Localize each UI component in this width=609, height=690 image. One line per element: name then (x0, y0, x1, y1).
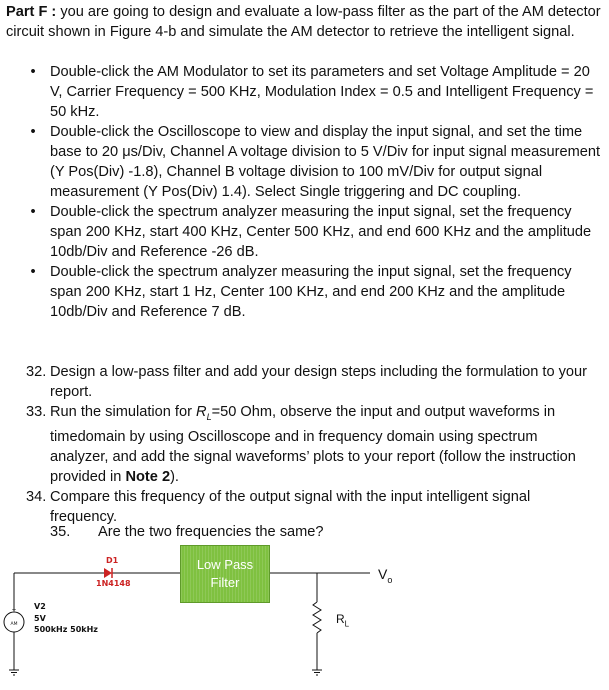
question-number: 34. (26, 488, 47, 505)
bullet-marker: • (30, 264, 36, 280)
bullet-spectrum-output (28, 262, 606, 322)
question-33 (26, 402, 598, 487)
question-text: Design a low-pass filter and add your design steps including the formulation to your report. (50, 364, 588, 400)
bullet-text: Double-click the Oscilloscope to view and display the input signal, and set the time base to 20 μs/Div, Channel A voltage division to 5 V/Div for input signal measurement (Y Pos(Div) -1.8), Channel B voltage division to 100 mV/Div for output signal measurement (Y Pos(Div) 1.4). Select Single triggering and DC coupling. (50, 124, 601, 200)
intro-text: you are going to design and evaluate a low-pass filter as the part of the AM detector circuit shown in Figure 4-b and simulate the AM detector to retrieve the intelligent signal. (6, 4, 601, 40)
question-text: Compare this frequency of the output signal with the input intelligent signal frequency. (50, 488, 531, 525)
bullet-marker: • (30, 124, 36, 140)
question-number: 32. (26, 364, 47, 380)
bullet-text: Double-click the AM Modulator to set its parameters and set Voltage Amplitude = 20 V, Carrier Frequency = 500 KHz, Modulation Index = 0.5 and Intelligent Frequency = 50 kHz. (50, 64, 594, 120)
filter-label-line2: Filter (210, 575, 240, 590)
vo-sub: o (387, 574, 393, 585)
question-text-c: ). (170, 468, 179, 485)
question-35 (50, 522, 324, 542)
diode-part-label: 1N4148 (96, 579, 131, 588)
question-number: 35. (50, 524, 71, 540)
intro-paragraph (6, 2, 604, 42)
am-source-label: AM (10, 622, 18, 627)
rl-label-r: R (336, 612, 345, 626)
bullet-text: Double-click the spectrum analyzer measuring the input signal, set the frequency span 200 KHz, start 1 Hz, Center 100 KHz, and end 200 KHz and the amplitude 10db/Div and Reference 7 dB. (50, 264, 572, 320)
question-text-a: Run the simulation for (50, 404, 197, 420)
rl-r: R (196, 404, 207, 420)
question-text-b: =50 Ohm, observe the input and output waveforms in timedomain by using Oscilloscope and in frequency domain using spectrum analyzer, and add the signal waveforms’ plots to your report (follow the instruction provided in (50, 404, 576, 485)
bullet-marker: • (30, 64, 36, 80)
bullet-marker: • (30, 204, 36, 220)
vo-v: V (378, 566, 388, 582)
low-pass-filter-block (180, 545, 270, 603)
bullet-spectrum-input (28, 202, 606, 262)
rl-symbol (196, 404, 212, 420)
question-34 (26, 487, 598, 527)
question-list (26, 362, 598, 527)
bullet-oscilloscope (28, 122, 606, 202)
part-label: Part F : (6, 4, 57, 20)
diode-icon (104, 568, 112, 578)
source-frequency-label: 500kHz 50kHz (34, 625, 98, 634)
load-resistor-label (336, 612, 349, 628)
source-amplitude-label: 5V (34, 614, 46, 623)
question-text: Are the two frequencies the same? (98, 524, 324, 540)
filter-label-line1: Low Pass (196, 557, 254, 572)
output-voltage-label (378, 566, 392, 585)
rl-sub: L (206, 411, 212, 422)
question-number: 33. (26, 404, 47, 420)
note-reference: Note 2 (125, 468, 171, 485)
circuit-diagram (0, 540, 609, 690)
bullet-text: Double-click the spectrum analyzer measuring the input signal, set the frequency span 200 KHz, start 400 KHz, Center 500 KHz, and end 600 KHz and the amplitude 10db/Div and Reference -26 dB. (50, 204, 592, 260)
question-32 (26, 362, 598, 402)
source-name-label: V2 (34, 602, 46, 611)
source-plus-icon: + (11, 607, 17, 614)
resistor-icon (313, 602, 321, 633)
instruction-bullets (28, 62, 606, 322)
rl-label-sub: L (344, 619, 350, 629)
bullet-am-modulator (28, 62, 606, 122)
diode-name-label: D1 (106, 556, 119, 565)
